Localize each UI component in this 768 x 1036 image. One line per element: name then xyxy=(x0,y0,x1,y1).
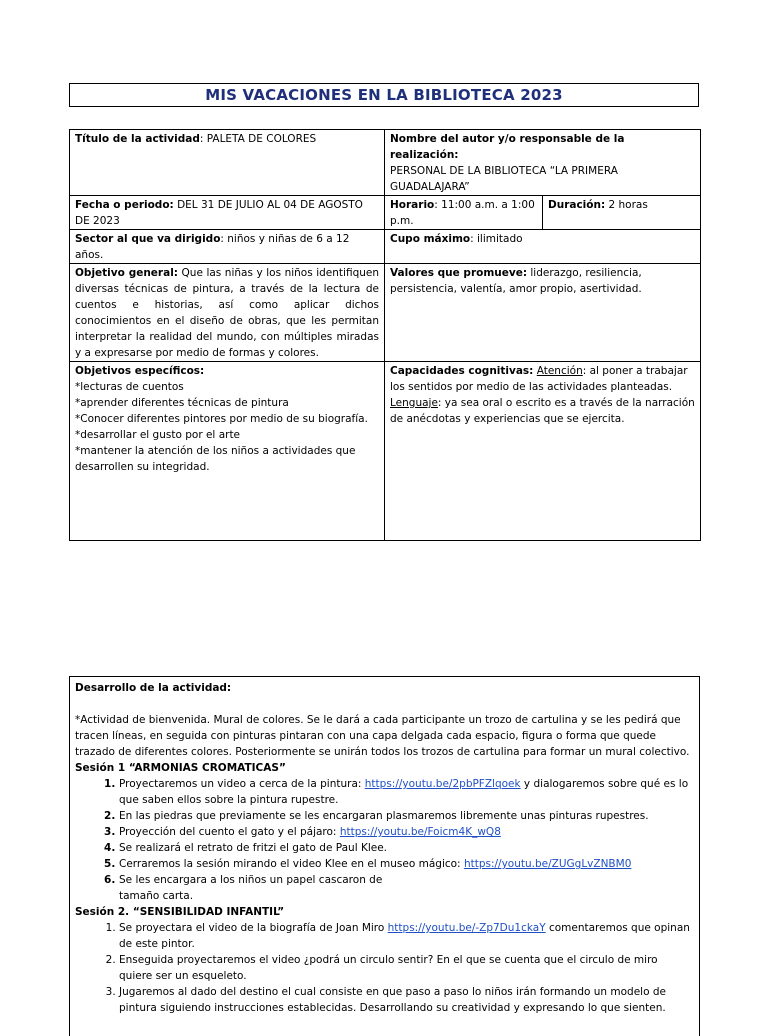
schedule-label: Horario xyxy=(390,199,435,211)
list-item: 2. Enseguida proyectaremos el video ¿podrá un circulo sentir? En el que se cuenta que el circulo de miro quiere ser un esqueleto. xyxy=(119,952,694,984)
language-text: : ya sea oral o escrito es a través de la narración de anécdotas y experiencias que se ejercita. xyxy=(390,397,695,425)
session-2-title: Sesión 2. “SENSIBILIDAD INFANTIL” xyxy=(75,906,285,918)
activity-title-value: : PALETA DE COLORES xyxy=(199,133,317,145)
list-item: 2. En las piedras que previamente se les encargaran plasmaremos libremente unas pinturas rupestres. xyxy=(119,808,694,824)
session-1-title: Sesión 1 “ARMONIAS CROMATICAS” xyxy=(75,762,286,774)
attention-text: : al poner a trabajar los sentidos por medio de las actividades planteadas. xyxy=(390,365,688,393)
values-label: Valores que promueve: xyxy=(390,267,528,279)
specific-objective-item: *Conocer diferentes pintores por medio de su biografía. xyxy=(75,413,368,425)
duration-label: Duración: xyxy=(548,199,606,211)
general-objective-value: Que las niñas y los niños identifiquen diversas técnicas de pintura, a través de la lectura de cuentos e historias, así como aplicar dichos conocimientos en el diseño de obras, que les permitan interpretar la realidad del mundo, con múltiples miradas y a expresarse por medio de formas y colores. xyxy=(75,267,380,359)
list-item: 3. Jugaremos al dado del destino el cual consiste en que paso a paso lo niños irán formando un modelo de pintura siguiendo instrucciones establecidas. Desarrollando su creatividad y expresando lo que sienten. xyxy=(119,984,694,1016)
sector-label: Sector al que va dirigido xyxy=(75,233,221,245)
general-objective-cell xyxy=(70,264,385,362)
attention-term: Atención xyxy=(536,365,583,377)
author-label: Nombre del autor y/o responsable de la realización: xyxy=(390,133,625,161)
general-objective-label: Objetivo general: xyxy=(75,267,178,279)
cognitive-capacities-cell xyxy=(385,362,701,541)
list-item: 3. Proyección del cuento el gato y el pájaro: https://youtu.be/Foicm4K_wQ8 xyxy=(119,824,694,840)
document-title: MIS VACACIONES EN LA BIBLIOTECA 2023 xyxy=(69,83,699,107)
schedule-cell xyxy=(385,196,543,230)
list-item: 1. Proyectaremos un video a cerca de la pintura: https://youtu.be/2pbPFZlqoek y dialogaremos sobre qué es lo que saben ellos sobre la pintura rupestre. xyxy=(119,776,694,808)
date-label: Fecha o periodo: xyxy=(75,199,174,211)
video-link[interactable]: https://youtu.be/2pbPFZlqoek xyxy=(364,778,521,790)
list-item: 5. Cerraremos la sesión mirando el video Klee en el museo mágico: https://youtu.be/ZUGgLvZNBM0 xyxy=(119,856,694,872)
capacity-label: Cupo máximo xyxy=(390,233,471,245)
sector-value: : niños y niñas de 6 a 12 años. xyxy=(75,233,350,261)
values-cell xyxy=(385,264,701,362)
session-2-list xyxy=(75,920,694,1016)
duration-value: 2 horas xyxy=(605,199,648,211)
specific-objectives-label: Objetivos específicos: xyxy=(75,365,205,377)
specific-objective-item: *desarrollar el gusto por el arte xyxy=(75,429,241,441)
video-link[interactable]: https://youtu.be/-Zp7Du1ckaY xyxy=(387,922,546,934)
author-value: PERSONAL DE LA BIBLIOTECA “LA PRIMERA GUADALAJARA” xyxy=(390,165,618,193)
specific-objective-item: *mantener la atención de los niños a actividades que desarrollen su integridad. xyxy=(75,445,356,473)
development-heading: Desarrollo de la actividad: xyxy=(75,682,232,694)
activity-development-box xyxy=(69,676,700,1036)
capacity-value: : ilimitado xyxy=(470,233,523,245)
activity-title-label: Título de la actividad xyxy=(75,133,200,145)
video-link[interactable]: https://youtu.be/Foicm4K_wQ8 xyxy=(339,826,501,838)
values-value: liderazgo, resiliencia, persistencia, valentía, amor propio, asertividad. xyxy=(390,267,642,295)
specific-objective-item: *lecturas de cuentos xyxy=(75,381,184,393)
capacity-cell xyxy=(385,230,701,264)
list-item: 6. Se les encargara a los niños un papel cascaron de tamaño carta. xyxy=(119,872,694,904)
author-cell xyxy=(385,130,701,196)
specific-objectives-cell xyxy=(70,362,385,541)
sector-cell xyxy=(70,230,385,264)
activity-title-cell xyxy=(70,130,385,196)
specific-objective-item: *aprender diferentes técnicas de pintura xyxy=(75,397,289,409)
session-1-list xyxy=(75,776,694,904)
schedule-value: : 11:00 a.m. a 1:00 p.m. xyxy=(390,199,535,227)
activity-info-table xyxy=(69,129,701,541)
list-item: 4. Se realizará el retrato de fritzi el gato de Paul Klee. xyxy=(119,840,694,856)
welcome-paragraph: *Actividad de bienvenida. Mural de colores. Se le dará a cada participante un trozo de cartulina y se les pedirá que tracen líneas, en seguida con pinturas pintaran con una capa delgada cada espacio, figura o forma que quede trazado de diferentes colores. Posteriormente se unirán todos los trozos de cartulina para formar un mural colectivo. xyxy=(75,714,690,758)
list-item: 1. Se proyectara el video de la biografía de Joan Miro https://youtu.be/-Zp7Du1ckaY comentaremos que opinan de este pintor. xyxy=(119,920,694,952)
video-link[interactable]: https://youtu.be/ZUGgLvZNBM0 xyxy=(463,858,632,870)
date-cell xyxy=(70,196,385,230)
spacer-line xyxy=(75,696,694,712)
language-term: Lenguaje xyxy=(390,397,438,409)
cognitive-capacities-label: Capacidades cognitivas: xyxy=(390,365,534,377)
date-value: DEL 31 DE JULIO AL 04 DE AGOSTO DE 2023 xyxy=(75,199,363,227)
duration-cell xyxy=(543,196,701,230)
